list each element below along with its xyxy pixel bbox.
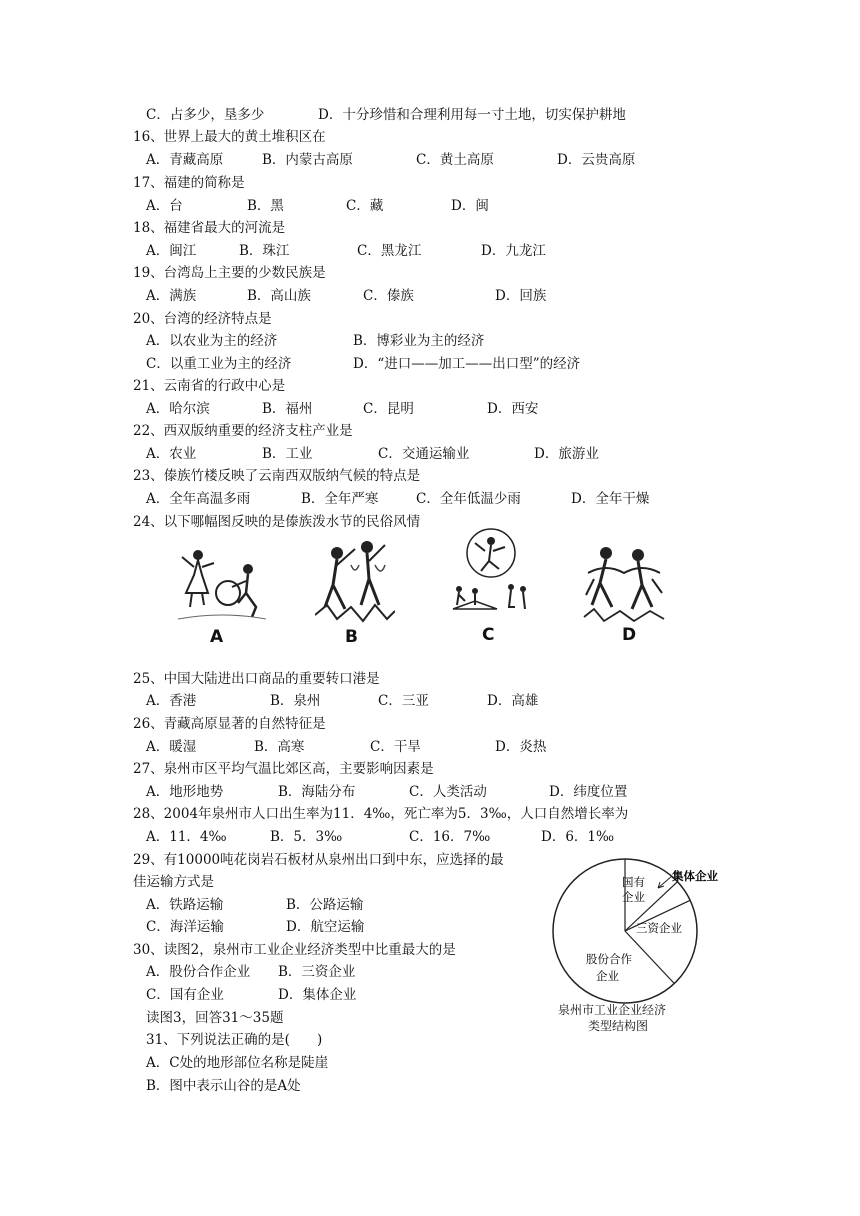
option-q21o-2: C．昆明 [363,401,414,417]
pie-label-collective: 集体企业 [672,869,718,883]
question-q31b: B．图中表示山谷的是A处 [146,1078,301,1094]
option-q23o-1: B．全年严寒 [301,491,379,507]
option-q21o-3: D．西安 [487,401,539,417]
option-q16o-2: C．黄土高原 [416,152,494,168]
question-q20: 20、台湾的经济特点是 [133,311,272,327]
option-q28o-3: D．6．1‰ [541,829,615,845]
pie-label-state-l2: 企业 [622,890,645,904]
option-q18o-1: B．珠江 [239,243,290,259]
option-q17o-3: D．闽 [451,198,489,214]
option-q22o-0: A．农业 [146,446,197,462]
option-q25o-3: D．高雄 [487,693,539,709]
option-q16o-3: D．云贵高原 [557,152,636,168]
figure-label-c: C [482,625,495,645]
question-q30: 30、读图2，泉州市工业企业经济类型中比重最大的是 [133,942,456,958]
question-q18: 18、福建省最大的河流是 [133,220,286,236]
option-q28o-0: A．11．4‰ [146,829,227,845]
option-q30o2-1: D．集体企业 [278,987,357,1003]
option-q15c-1: D．十分珍惜和合理利用每一寸土地，切实保护耕地 [318,107,626,123]
option-q29o1-0: A．铁路运输 [146,897,224,913]
water-splashing-illustration [315,535,395,625]
option-q30o2-0: C．国有企业 [146,987,224,1003]
option-q27o-2: C．人类活动 [409,784,487,800]
option-q20o2-1: D．“进口——加工——出口型”的经济 [353,356,581,372]
question-q27: 27、泉州市区平均气温比郊区高，主要影响因素是 [133,761,434,777]
option-q26o-2: C．干旱 [370,739,421,755]
option-q29o2-1: D．航空运输 [286,919,365,935]
question-q21: 21、云南省的行政中心是 [133,378,286,394]
question-q26: 26、青藏高原显著的自然特征是 [133,716,326,732]
option-q19o-2: C．傣族 [363,288,414,304]
question-q28: 28、2004年泉州市人口出生率为11．4‰，死亡率为5．3‰，人口自然增长率为 [133,806,629,822]
option-q26o-1: B．高寒 [254,739,305,755]
option-q18o-3: D．九龙江 [481,243,546,259]
option-q19o-0: A．满族 [146,288,197,304]
question-q19: 19、台湾岛上主要的少数民族是 [133,265,326,281]
option-q18o-2: C．黑龙江 [357,243,422,259]
option-q17o-2: C．藏 [346,198,384,214]
option-q19o-1: B．高山族 [247,288,311,304]
option-q30o1-1: B．三资企业 [278,964,356,980]
option-q27o-0: A．地形地势 [146,784,224,800]
pie-label-foreign: 三资企业 [636,921,682,935]
option-q16o-1: B．内蒙古高原 [262,152,353,168]
question-q29a: 29、有10000吨花岗岩石板材从泉州出口到中东，应选择的最 [133,852,504,868]
option-q30o1-0: A．股份合作企业 [146,964,251,980]
folk-custom-figure [170,535,680,650]
option-q25o-2: C．三亚 [378,693,429,709]
pie-label-shareholding-l1: 股份合作 [586,952,632,966]
question-q16: 16、世界上最大的黄土堆积区在 [133,129,326,145]
option-q28o-2: C．16．7‰ [409,829,491,845]
option-q27o-1: B．海陆分布 [278,784,356,800]
question-q31: 31、下列说法正确的是( ) [146,1032,323,1048]
pie-label-shareholding-l2: 企业 [596,969,619,983]
option-q27o-3: D．纬度位置 [549,784,628,800]
pie-title-line1: 泉州市工业企业经济 [558,1003,667,1017]
moon-festival-illustration [445,527,535,627]
option-q26o-3: D．炎热 [495,739,547,755]
dance-couple-illustration [178,545,266,625]
option-q29o1-1: B．公路运输 [286,897,364,913]
figure-label-a: A [210,627,224,647]
question-q17: 17、福建的简称是 [133,175,245,191]
figure-label-d: D [622,625,637,645]
option-q21o-1: B．福州 [262,401,313,417]
question-q24: 24、以下哪幅图反映的是傣族泼水节的民俗风情 [133,514,421,530]
option-q17o-0: A．台 [146,198,183,214]
figure-label-b: B [345,627,358,647]
question-q25: 25、中国大陆进出口商品的重要转口港是 [133,671,380,687]
option-q15c-0: C．占多少，垦多少 [146,107,265,123]
dancers-illustration [580,543,666,625]
question-q31a: A．C处的地形部位名称是陡崖 [146,1055,329,1071]
option-q23o-3: D．全年干燥 [571,491,650,507]
option-q23o-2: C．全年低温少雨 [416,491,521,507]
option-q22o-1: B．工业 [262,446,313,462]
option-q22o-2: C．交通运输业 [378,446,470,462]
option-q22o-3: D．旅游业 [534,446,599,462]
question-read3: 读图3，回答31～35题 [146,1010,284,1026]
pie-label-state-l1: 国有 [622,875,645,889]
option-q28o-1: B．5．3‰ [270,829,343,845]
option-q20o1-0: A．以农业为主的经济 [146,333,278,349]
option-q21o-0: A．哈尔滨 [146,401,210,417]
option-q18o-0: A．闽江 [146,243,197,259]
question-q23: 23、傣族竹楼反映了云南西双版纳气候的特点是 [133,468,421,484]
question-q29b: 佳运输方式是 [133,874,214,890]
pie-title-line2: 类型结构图 [588,1019,649,1033]
option-q20o2-0: C．以重工业为主的经济 [146,356,292,372]
option-q17o-1: B．黑 [247,198,284,214]
option-q29o2-0: C．海洋运输 [146,919,224,935]
option-q20o1-1: B．博彩业为主的经济 [353,333,485,349]
option-q26o-0: A．暖湿 [146,739,197,755]
option-q25o-0: A．香港 [146,693,197,709]
option-q19o-3: D．回族 [495,288,547,304]
option-q25o-1: B．泉州 [270,693,321,709]
pie-chart-figure [548,858,748,1038]
option-q23o-0: A．全年高温多雨 [146,491,251,507]
question-q22: 22、西双版纳重要的经济支柱产业是 [133,423,353,439]
option-q16o-0: A．青藏高原 [146,152,224,168]
